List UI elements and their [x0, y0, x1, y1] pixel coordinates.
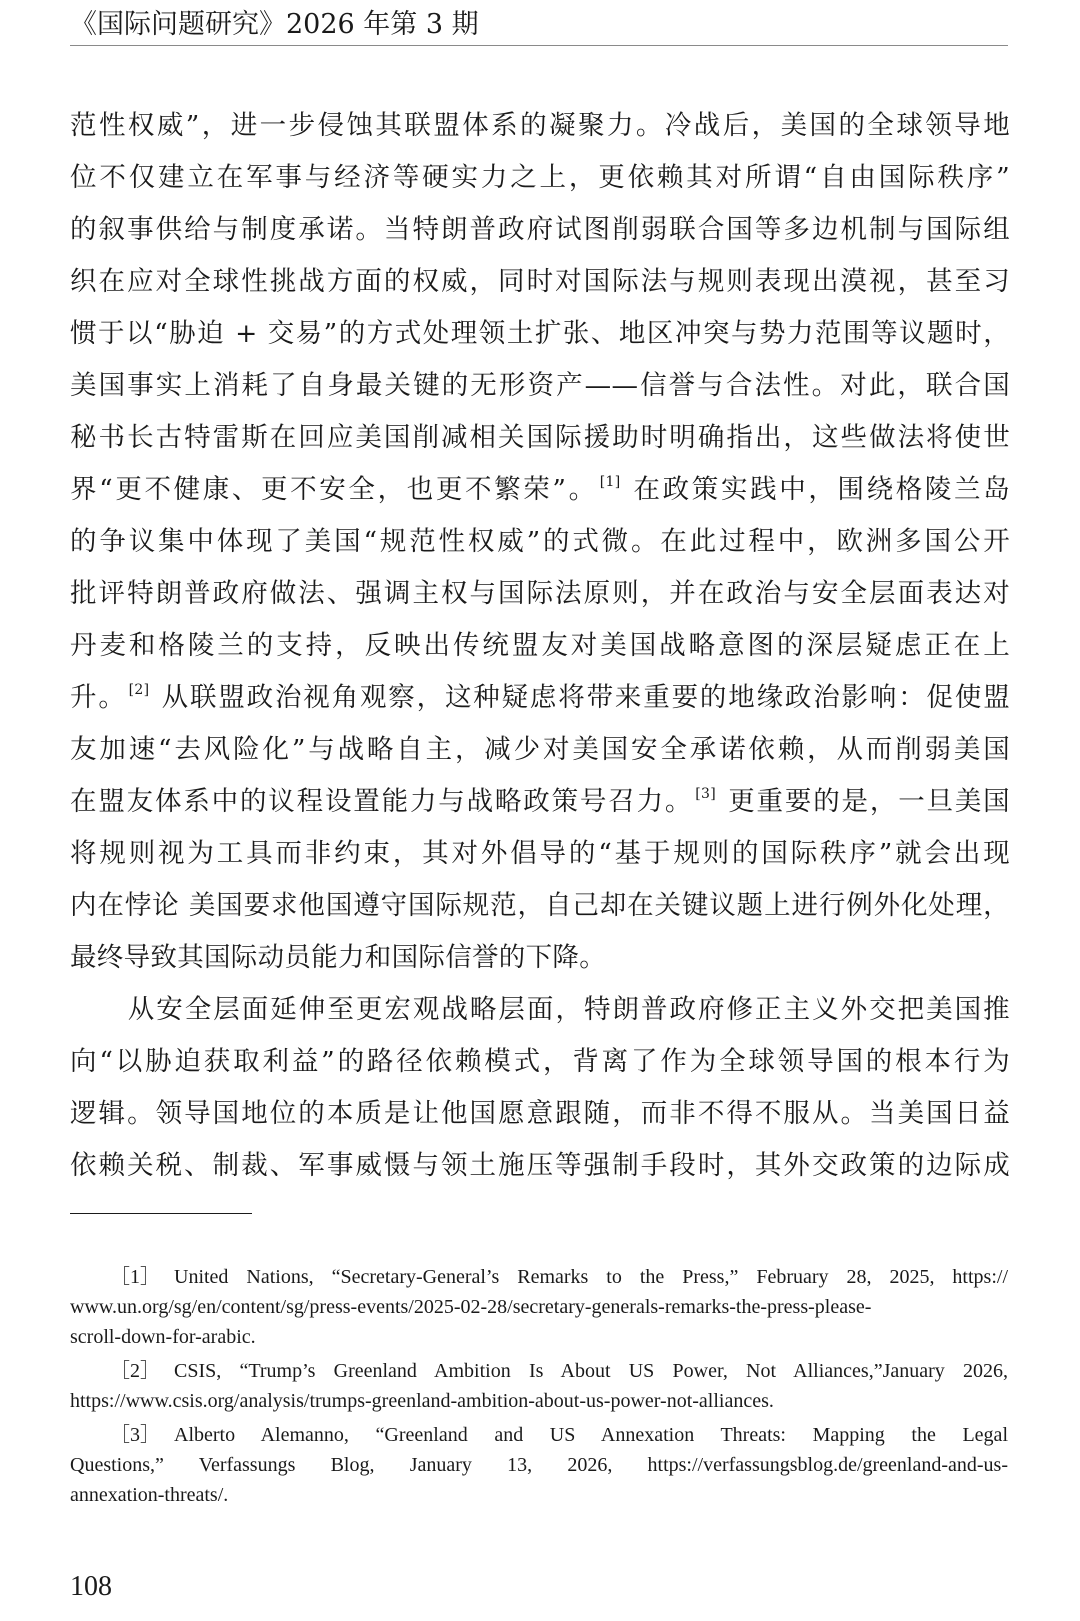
- text-line: 的叙事供给与制度承诺。当特朗普政府试图削弱联合国等多边机制与国际组: [70, 214, 1010, 245]
- footnote-2: [70, 1356, 1008, 1416]
- text-line: [70, 984, 1010, 1036]
- footnote-line: https://www.csis.org/analysis/trumps-greenland-ambition-about-us-power-not-alliances.: [70, 1390, 774, 1412]
- footnote-ref-3[interactable]: [3]: [695, 786, 716, 802]
- footnote-line: scroll-down-for-arabic.: [70, 1326, 256, 1348]
- text-segment: 从安全层面延伸至更宏观战略层面，特朗普政府修正主义外交把美国推: [126, 994, 1010, 1025]
- footnote-line: [70, 1356, 1008, 1386]
- footnote-1: [70, 1262, 1008, 1352]
- footnote-number: ［1］: [110, 1266, 160, 1288]
- text-line: 秘书长古特雷斯在回应美国削减相关国际援助时明确指出，这些做法将使世: [70, 422, 1010, 453]
- text-segment: 更重要的是，一旦美国: [717, 786, 1010, 817]
- footnote-text: Alberto Alemanno, “Greenland and US Annexation Threats: Mapping the Legal: [174, 1424, 1008, 1446]
- text-line: 惯于以“胁迫 + 交易”的方式处理领土扩张、地区冲突与势力范围等议题时，: [70, 318, 1010, 349]
- text-line: 依赖关税、制裁、军事威慑与领土施压等强制手段时，其外交政策的边际成: [70, 1150, 1010, 1181]
- running-head-title: 《国际问题研究》2026 年第 3 期: [70, 9, 479, 40]
- text-line: 丹麦和格陵兰的支持，反映出传统盟友对美国战略意图的深层疑虑正在上: [70, 630, 1010, 661]
- text-line: [70, 672, 1010, 724]
- header-divider: [70, 45, 1008, 46]
- text-line: 批评特朗普政府做法、强调主权与国际法原则，并在政治与安全层面表达对: [70, 578, 1010, 609]
- footnote-3: [70, 1420, 1008, 1510]
- text-line: 向“以胁迫获取利益”的路径依赖模式，背离了作为全球领导国的根本行为: [70, 1046, 1010, 1077]
- text-line: 内在悖论 美国要求他国遵守国际规范，自己却在关键议题上进行例外化处理，: [70, 890, 1010, 921]
- paragraph-1: [70, 100, 1010, 984]
- footnote-line: Questions,” Verfassungs Blog, January 13, 2026, https://verfassungsblog.de/greenland-and-us-: [70, 1454, 1008, 1476]
- text-line: 友加速“去风险化”与战略自主，减少对美国安全承诺依赖，从而削弱美国: [70, 734, 1010, 765]
- footnote-ref-2[interactable]: [2]: [128, 682, 150, 698]
- text-line: 范性权威”，进一步侵蚀其联盟体系的凝聚力。冷战后，美国的全球领导地: [70, 110, 1010, 141]
- text-line: [70, 776, 1010, 828]
- footnote-line: www.un.org/sg/en/content/sg/press-events/2025-02-28/secretary-generals-remarks-the-press-please-: [70, 1296, 872, 1318]
- text-line: 的争议集中体现了美国“规范性权威”的式微。在此过程中，欧洲多国公开: [70, 526, 1010, 557]
- footnote-line: annexation-threats/.: [70, 1484, 229, 1506]
- text-line: 位不仅建立在军事与经济等硬实力之上，更依赖其对所谓“自由国际秩序”: [70, 162, 1010, 193]
- text-line: 逻辑。领导国地位的本质是让他国愿意跟随，而非不得不服从。当美国日益: [70, 1098, 1010, 1129]
- text-segment: 升。: [70, 682, 127, 713]
- text-segment: 在政策实践中，围绕格陵兰岛: [622, 474, 1010, 505]
- text-segment: 在盟友体系中的议程设置能力与战略政策号召力。: [70, 786, 694, 817]
- text-line: 美国事实上消耗了自身最关键的无形资产——信誉与合法性。对此，联合国: [70, 370, 1010, 401]
- footnote-divider: [70, 1213, 252, 1214]
- text-line: 将规则视为工具而非约束，其对外倡导的“基于规则的国际秩序”就会出现: [70, 838, 1010, 869]
- footnote-ref-1[interactable]: [1]: [599, 474, 621, 490]
- footnote-line: [70, 1262, 1008, 1292]
- text-segment: 从联盟政治视角观察，这种疑虑将带来重要的地缘政治影响：促使盟: [151, 682, 1010, 713]
- text-line: [70, 464, 1010, 516]
- text-line: 最终导致其国际动员能力和国际信誉的下降。: [70, 942, 606, 973]
- page-number: 108: [70, 1571, 112, 1602]
- footnote-number: ［2］: [110, 1360, 160, 1382]
- footnote-text: United Nations, “Secretary-General’s Remarks to the Press,” February 28, 2025, https://: [174, 1266, 1008, 1288]
- paragraph-2: [70, 984, 1010, 1192]
- body-text: [70, 100, 1010, 1192]
- text-segment: 界“更不健康、更不安全，也更不繁荣”。: [70, 474, 598, 505]
- text-line: 织在应对全球性挑战方面的权威，同时对国际法与规则表现出漠视，甚至习: [70, 266, 1010, 297]
- footnotes: [70, 1262, 1008, 1514]
- footnote-text: CSIS, “Trump’s Greenland Ambition Is About US Power, Not Alliances,”January 2026,: [174, 1360, 1008, 1382]
- footnote-number: ［3］: [110, 1424, 160, 1446]
- footnote-line: [70, 1420, 1008, 1450]
